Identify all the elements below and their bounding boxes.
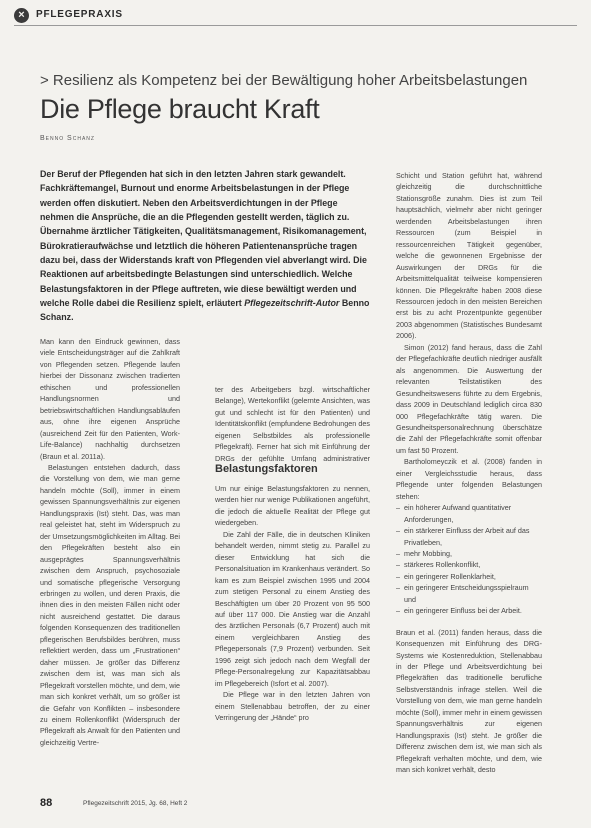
paragraph: Simon (2012) fand heraus, dass die Zahl der Pflegefachkräfte deutlich niedriger ausfällt als angenommen. Die Auswertung der relevanten Teilstatistiken des Gesundheitswesens führte zu dem Ergebnis, dass 2009 in Deutschland lediglich circa 830 000 Pflegefachkräfte tätig waren. Die Gesundheitspersonalrechnung überschätze die Zahl der Pflegefachkräfte somit offenbar um fast 50 Prozent.: [396, 342, 542, 455]
paragraph: ter des Arbeitgebers bzgl. wirtschaftlicher Belange), Wertekonflikt (gelernte Ansichten, was gut und schlecht ist für den Patienten) und Identitätskonflikt (empfundene Bedrohungen des eigenen Selbstbildes als professionelle Pflegekraft). Ferner hat sich mit Einführung der DRGs der gefühlte Umfang administrativer: [215, 385, 370, 462]
list-item: – ein stärkerer Einfluss der Arbeit auf das Privatleben,: [404, 525, 542, 548]
article-lead: [40, 167, 370, 325]
circle-x-icon: ×: [14, 8, 29, 23]
section-header: [14, 8, 577, 26]
article-kicker: > Resilienz als Kompetenz bei der Bewältigung hoher Arbeitsbelastungen: [40, 72, 528, 89]
body-column-3: [396, 170, 542, 800]
section-heading: Belastungsfaktoren: [215, 463, 318, 475]
list-item: – ein geringerer Rollenklarheit,: [404, 571, 542, 582]
list-item: – ein geringerer Entscheidungsspielraum und: [404, 582, 542, 605]
paragraph: Braun et al. (2011) fanden heraus, dass die Konsequenzen mit Einführung des DRG-Systems wie Kostenreduktion, Stellenabbau in der Pflege und Arbeitsverdichtung bei Pflegekräften das traditionelle berufliche Selbstverständnis infrage stellen. Weil die Vorstellung von dem, wie man gerne handeln möchte (Soll), immer mehr in einem gewissen Spannungsverhältnis zur eigenen Handlungspraxis (Ist) steht. Je größer die Differenz zwischen dem ist, wie man sich als Pflegekraft verhalten möchte, und dem, wie man sich konkret verhält, desto: [396, 627, 542, 775]
paragraph: Die Zahl der Fälle, die in deutschen Kliniken behandelt werden, nimmt stetig zu. Parallel zu dieser Entwicklung hat sich die Personalsituation im Krankenhaus verändert. So kam es zum Beispiel zwischen 1995 und 2004 zum stetigen Personal zu einem Anstieg des Beschäftigten um über 20 Prozent von 95 500 auf über 117 000. Die Anstieg war die Anzahl des ärztlichen Personals (6,7 Prozent) auch mit einem vergleichbaren Anstieg des Pflegepersonals (7,9 Prozent) verbunden. Seit 1996 zeigt sich jedoch nach dem Wegfall der Pflege-Personalregelung zur Kapazitätsabbau im Pflegebereich (Isfort et al. 2007).: [215, 529, 370, 688]
paragraph: Um nur einige Belastungsfaktoren zu nennen, werden hier nur wenige Publikationen angeführt, die jedoch die aktuelle Realität der Pflege gut wiedergeben.: [215, 484, 370, 528]
body-column-1: [40, 336, 180, 793]
paragraph: Man kann den Eindruck gewinnen, dass viele Entscheidungsträger auf die Zahlkraft von Pflegenden setzen. Pflegende laufen hierbei der Dissonanz zwischen tradierten ethischen und professionellen Handlungsnormen und betriebswirtschaftlichen Handlungsabläufen aus, ohne ihre eigenen Ansprüche (ausreichend Zeit für den Patienten, Work-Life-Balance) nachhaltig durchsetzen (Braun et al. 2011a).: [40, 337, 180, 461]
list-item: – stärkeres Rollenkonflikt,: [404, 559, 542, 570]
body-column-2b: [215, 483, 370, 794]
list-item: – ein höherer Aufwand quantitativer Anforderungen,: [404, 502, 542, 525]
list-item: – mehr Mobbing,: [404, 548, 542, 559]
lead-author: Benno Schanz.: [40, 298, 370, 323]
paragraph: Die Pflege war in den letzten Jahren von einem Stellenabbau betroffen, der zu einer Verringerung der „Hände“ pro: [215, 690, 370, 723]
lead-text: Der Beruf der Pflegenden hat sich in den letzten Jahren stark gewandelt. Fachkräftemangel, Burnout und enorme Arbeitsbelastungen in der Pflege werden offen diskutiert. Neben den Arbeitsverdichtungen in der Pflege nehmen die Ansprüche, die an die Pflegenden gestellt werden, täglich zu. Übernahme ärztlicher Tätigkeiten, Qualitätsmanagement, Risikomanagement, Bürokratieraufwächse und letztlich die höheren Patientenansprüche tragen dazu bei, dass der Widerstands kraft von Pflegenden viel abverlangt wird. Die Reaktionen auf arbeitsbedingte Belastungen sind unterschiedlich. Welche Belastungsfaktoren in der Pflege auftreten, wie diese bewältigt werden und welche Rolle dabei die Resilienz spielt, erläutert: [40, 169, 367, 309]
paragraph: Belastungen entstehen dadurch, dass die Vorstellung von dem, wie man gerne handeln möchte (Soll), immer in einem gewissen Spannungsverhältnis zur eigenen Handlungspraxis (Ist) steht. Das, was man real geleistet hat, steht im Widerspruch zu der Umsetzungsmöglichkeiten im Alltag. Bei den Pflegekräften besteht also ein ausgeprägtes Spannungsverhältnis zwischen dem Anspruch, psychosoziale und somatische pflegerische Versorgung erbringen zu wollen, und deren Praxis, die ihnen dies in den meisten Fällen nicht oder nicht ausreichend gestattet. Die daraus folgenden Konsequenzen des traditionellen pflegerischen Berufsbildes berühren, muss reflektiert werden, dass um „Frustrationen“ daher müssen. Je größer das Differenz zwischen dem ist, was man sich als Pflegekraft vorstellen möchte, und dem, wie man sich konkret verhält, um so größer ist die Gefahr von Konflikten – insbesondere zu einem Rollenkonflikt (Widerspruch der Pflegekraft als Anwalt für den Patienten und gleichzeitig Vertre-: [40, 462, 180, 747]
bullet-list: [396, 502, 542, 617]
article-title: Die Pflege braucht Kraft: [40, 94, 320, 124]
body-column-2: [215, 384, 370, 462]
journal-citation: Pflegezeitschrift 2015, Jg. 68, Heft 2: [83, 800, 188, 807]
article-author: Benno Schanz: [40, 135, 95, 142]
section-title: PFLEGEPRAXIS: [36, 9, 123, 20]
paragraph: Bartholomeyczik et al. (2008) fanden in einer Vergleichsstudie heraus, dass Pflegende unter folgenden Belastungen stehen:: [396, 457, 542, 501]
paragraph: Schicht und Station geführt hat, während gleichzeitig die durchschnittliche Stationsgröße zunahm. Dies ist zum Teil hauptsächlich, vielmehr aber nicht geringer werdenden Arbeitsbelastungen ihren Ressourcen (zum Beispiel in ressourcenreichen Tätigkeit gegenüber, welche die gewonnenen Ergebnisse der Auswirkungen der DRGs für die Arbeitsmittelqualität teilweise kompensieren können. Die Pflegekräfte haben 2008 diese Ressourcen jedoch in den meisten Bereichen erst bis zu acht Prozentpunkte gegenüber 2003 abgenommen (Statistisches Bundesamt 2006).: [396, 171, 542, 341]
list-item: – ein geringerer Einfluss bei der Arbeit.: [404, 605, 542, 616]
page-number: 88: [40, 797, 53, 809]
lead-source: Pflegezeitschrift-Autor: [244, 298, 340, 309]
